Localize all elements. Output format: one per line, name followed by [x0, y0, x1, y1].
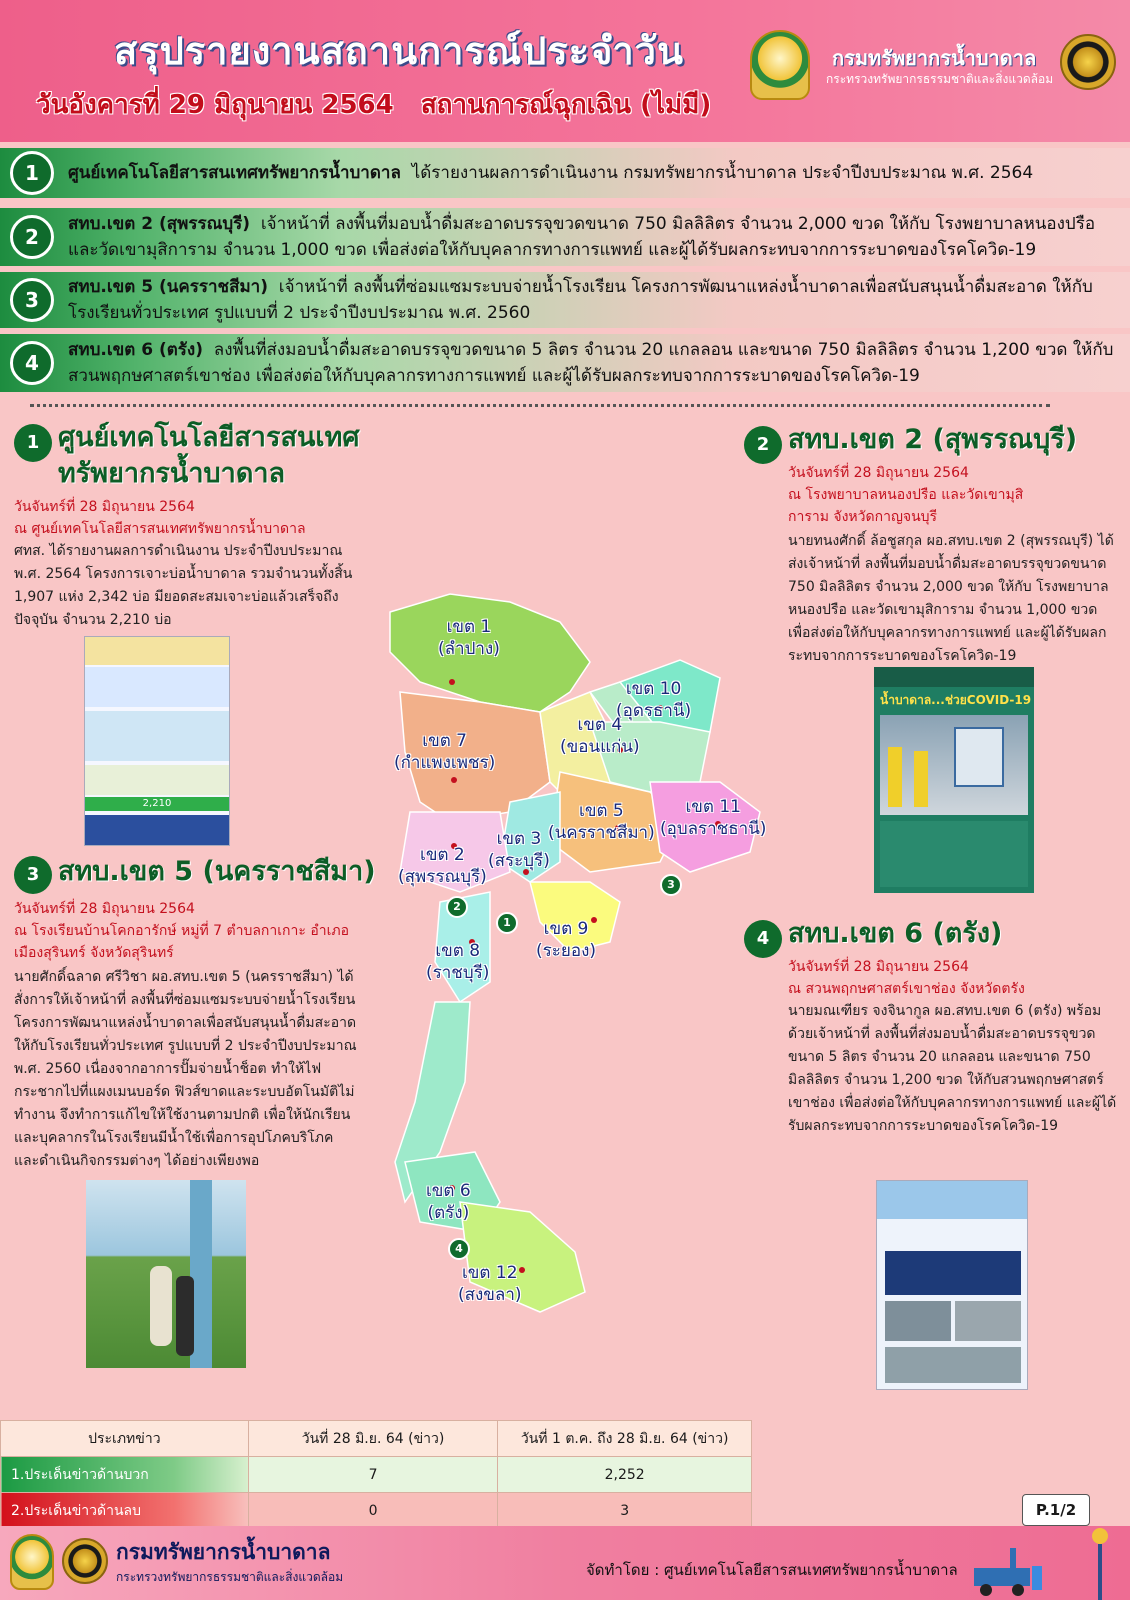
- section-1-title-line2: ทรัพยากรน้ำบาดาล: [58, 458, 286, 489]
- thailand-region-map: [360, 582, 780, 1342]
- section-4-date: วันจันทร์ที่ 28 มิถุนายน 2564: [788, 959, 969, 975]
- section-4-dateplace: [788, 956, 1118, 1000]
- summary-text: [68, 211, 1123, 263]
- map-marker-4: 4: [448, 1238, 470, 1260]
- section-2-place: ณ โรงพยาบาลหนองปรือ และวัดเขามุสิการาม จังหวัดกาญจนบุรี: [788, 487, 1024, 525]
- zone-label-3: เขต 3 (สระบุรี): [488, 829, 550, 871]
- col-header-total: วันที่ 1 ต.ค. ถึง 28 มิ.ย. 64 (ข่าว): [498, 1421, 752, 1457]
- map-marker-2: 2: [446, 896, 468, 918]
- section-2-body: นายทนงศักดิ์ ล้อชูสกุล ผอ.สทบ.เขต 2 (สุพรรณบุรี) ได้ส่งเจ้าหน้าที่ ลงพื้นที่มอบน้ำดื่มสะอาดบรรจุขวดขนาด 750 มิลลิลิตร จำนวน 2,000 ขวด ให้กับ โรงพยาบาลหนองปรือ และวัดเขามุสิการาม จำนวน 1,000 ขวด เพื่อส่งต่อให้กับบุคลากรทางการแพทย์ และผู้ได้รับผลกระทบจากการระบาดของโรคโควิด-19: [788, 533, 1114, 664]
- infographic-total: 2,210: [85, 797, 229, 811]
- department-emblem-icon: [750, 30, 810, 100]
- zone-label-7: เขต 7 (กำแพงเพชร): [394, 731, 496, 773]
- section-3-title: สทบ.เขต 5 (นครราชสีมา): [58, 856, 376, 887]
- section-4-body: นายมณเฑียร จงจินากูล ผอ.สทบ.เขต 6 (ตรัง) พร้อมด้วยเจ้าหน้าที่ ลงพื้นที่ส่งมอบน้ำดื่มสะอาดบรรจุขวดขนาด 5 ลิตร จำนวน 20 แกลลอน และขนาด 750 มิลลิลิตร จำนวน 1,200 ขวด ให้กับสวนพฤกษศาสตร์เขาช่อง เพื่อส่งต่อให้กับบุคลากรทางการแพทย์ และผู้ได้รับผลกระทบจากการระบาดของโรคโควิด-19: [788, 1003, 1117, 1134]
- row-value-total: 2,252: [498, 1457, 752, 1493]
- department-emblem-icon: [10, 1534, 54, 1590]
- section-4-place: ณ สวนพฤกษศาสตร์เขาช่อง จังหวัดตรัง: [788, 981, 1025, 997]
- col-header-day: วันที่ 28 มิ.ย. 64 (ข่าว): [248, 1421, 498, 1457]
- section-3-dateplace: [14, 898, 364, 964]
- section-4-poster-image: [876, 1180, 1028, 1390]
- emergency-status: สถานการณ์ฉุกเฉิน (ไม่มี): [420, 90, 712, 120]
- section-3-photo: [86, 1180, 246, 1368]
- zone-label-11: เขต 11 (อุบลราชธานี): [660, 797, 767, 839]
- section-4-badge: 4: [744, 920, 782, 958]
- summary-number-badge: 3: [10, 278, 54, 322]
- summary-detail: ได้รายงานผลการดำเนินงาน กรมทรัพยากรน้ำบาดาล ประจำปีงบประมาณ พ.ศ. 2564: [411, 163, 1034, 183]
- drilling-rig-icon: [970, 1546, 1050, 1596]
- section-3-date: วันจันทร์ที่ 28 มิถุนายน 2564: [14, 901, 195, 917]
- section-2-dateplace: [788, 462, 1034, 528]
- zone-label-2: เขต 2 (สุพรรณบุรี): [398, 845, 487, 887]
- row-label-positive: 1.ประเด็นข่าวด้านบวก: [1, 1457, 249, 1493]
- map-svg: [360, 582, 780, 1342]
- section-1-title-line1: ศูนย์เทคโนโลยีสารสนเทศ: [58, 422, 360, 453]
- summary-text: [68, 274, 1123, 326]
- header-banner: [0, 0, 1130, 142]
- summary-text: [68, 160, 1123, 186]
- summary-number-badge: 1: [10, 151, 54, 195]
- section-3-place: ณ โรงเรียนบ้านโคกอารักษ์ หมู่ที่ 7 ตำบลกาเกาะ อำเภอเมืองสุรินทร์ จังหวัดสุรินทร์: [14, 923, 350, 961]
- water-tower-icon: [1090, 1526, 1110, 1600]
- zone-label-9: เขต 9 (ระยอง): [536, 919, 596, 961]
- section-2-photo: [874, 667, 1034, 893]
- zone-label-6: เขต 6 (ตรัง): [426, 1181, 471, 1223]
- summary-org: ศูนย์เทคโนโลยีสารสนเทศทรัพยากรน้ำบาดาล: [68, 163, 401, 183]
- section-1-title: [58, 420, 360, 492]
- row-value-day: 0: [248, 1493, 498, 1529]
- footer-banner: [0, 1526, 1130, 1600]
- footer-department-name: กรมทรัพยากรน้ำบาดาล: [116, 1540, 331, 1564]
- news-stats-table: [0, 1420, 752, 1529]
- zone-label-12: เขต 12 (สงขลา): [458, 1263, 522, 1305]
- section-3-body: นายศักดิ์ฉลาด ศรีวิชา ผอ.สทบ.เขต 5 (นครราชสีมา) ได้สั่งการให้เจ้าหน้าที่ ลงพื้นที่ซ่อมแซมระบบจ่ายน้ำโรงเรียน โครงการพัฒนาแหล่งน้ำบาดาลเพื่อสนับสนุนน้ำดื่มสะอาดให้กับโรงเรียนทั่วประเทศ รูปแบบที่ 2 ประจำปีงบประมาณ พ.ศ. 2560 เนื่องจากอาการปั๊มจ่ายน้ำช็อต ทำให้ไฟกระชากไปที่แผงเมนบอร์ด ฟิวส์ขาดและระบบอัตโนมัติไม่ทำงาน จึงทำการแก้ไขให้ใช้งานตามปกติ เพื่อให้นักเรียนและบุคลากรในโรงเรียนมีน้ำใช้เพื่อการอุปโภคบริโภค และดำเนินกิจกรรมต่างๆ ได้อย่างเพียงพอ: [14, 969, 357, 1169]
- section-1-dateplace: [14, 496, 354, 540]
- summary-number-badge: 2: [10, 215, 54, 259]
- section-4-title: สทบ.เขต 6 (ตรัง): [788, 918, 1003, 949]
- zone-label-4: เขต 4 (ขอนแก่น): [560, 715, 640, 757]
- summary-number-badge: 4: [10, 341, 54, 385]
- page-title: สรุปรายงานสถานการณ์ประจำวัน: [114, 29, 684, 73]
- photo-caption: น้ำบาดาล...ช่วยCOVID-19: [880, 693, 1032, 707]
- zone-label-5: เขต 5 (นครราชสีมา): [548, 801, 655, 843]
- summary-row-1: [0, 148, 1130, 198]
- row-value-day: 7: [248, 1457, 498, 1493]
- map-marker-3: 3: [660, 874, 682, 896]
- ministry-emblem-icon: [62, 1538, 108, 1584]
- summary-detail: ลงพื้นที่ส่งมอบน้ำดื่มสะอาดบรรจุขวดขนาด 5 ลิตร จำนวน 20 แกลลอน และขนาด 750 มิลลิลิตร จำนวน 1,200 ขวด ให้กับ สวนพฤกษศาสตร์เขาช่อง เพื่อส่งต่อให้กับบุคลากรทางการแพทย์ และผู้ได้รับผลกระทบจากการระบาดของโรคโควิด-19: [68, 340, 1114, 386]
- footer-ministry-name: กระทรวงทรัพยากรธรรมชาติและสิ่งแวดล้อม: [116, 1570, 344, 1584]
- section-1-badge: 1: [14, 424, 52, 462]
- table-header-row: [1, 1421, 752, 1457]
- ministry-name: กระทรวงทรัพยากรธรรมชาติและสิ่งแวดล้อม: [826, 72, 1054, 86]
- summary-text: [68, 337, 1123, 389]
- footer-made-by: จัดทำโดย : ศูนย์เทคโนโลยีสารสนเทศทรัพยากรน้ำบาดาล: [586, 1561, 958, 1579]
- report-subtitle: [36, 84, 729, 125]
- summary-detail: เจ้าหน้าที่ ลงพื้นที่ซ่อมแซมระบบจ่ายน้ำโรงเรียน โครงการพัฒนาแหล่งน้ำบาดาลเพื่อสนับสนุนน้ำดื่มสะอาด ให้กับโรงเรียนทั่วประเทศ รูปแบบที่ 2 ประจำปีงบประมาณ พ.ศ. 2560: [68, 277, 1093, 323]
- row-value-total: 3: [498, 1493, 752, 1529]
- summary-org: สทบ.เขต 2 (สุพรรณบุรี): [68, 214, 251, 234]
- section-divider: [30, 404, 1050, 407]
- summary-row-2: [0, 208, 1130, 266]
- summary-org: สทบ.เขต 5 (นครราชสีมา): [68, 277, 268, 297]
- section-1-body: ศทส. ได้รายงานผลการดำเนินงาน ประจำปีงบประมาณ พ.ศ. 2564 โครงการเจาะบ่อน้ำบาดาล รวมจำนวนทั้งสิ้น 1,907 แห่ง 2,342 บ่อ มียอดสะสมเจาะบ่อแล้วเสร็จถึงปัจจุบัน จำนวน 2,210 บ่อ: [14, 543, 353, 628]
- summary-org: สทบ.เขต 6 (ตรัง): [68, 340, 203, 360]
- summary-row-3: [0, 272, 1130, 328]
- table-row: [1, 1493, 752, 1529]
- section-1-date: วันจันทร์ที่ 28 มิถุนายน 2564: [14, 499, 195, 515]
- map-marker-1: 1: [496, 912, 518, 934]
- summary-row-4: [0, 334, 1130, 392]
- section-1-infographic-image: [84, 636, 230, 846]
- page-number: P.1/2: [1022, 1494, 1090, 1526]
- section-3-badge: 3: [14, 856, 52, 894]
- section-2-badge: 2: [744, 426, 782, 464]
- section-2-title: สทบ.เขต 2 (สุพรรณบุรี): [788, 424, 1078, 455]
- zone-label-1: เขต 1 (ลำปาง): [438, 617, 500, 659]
- col-header-type: ประเภทข่าว: [1, 1421, 249, 1457]
- ministry-emblem-icon: [1060, 34, 1116, 90]
- table-row: [1, 1457, 752, 1493]
- section-1-place: ณ ศูนย์เทคโนโลยีสารสนเทศทรัพยากรน้ำบาดาล: [14, 521, 306, 537]
- zone-label-10: เขต 10 (อุดรธานี): [616, 679, 692, 721]
- report-date: วันอังคารที่ 29 มิถุนายน 2564: [36, 90, 394, 120]
- department-name: กรมทรัพยากรน้ำบาดาล: [832, 46, 1037, 70]
- summary-detail: เจ้าหน้าที่ ลงพื้นที่มอบน้ำดื่มสะอาดบรรจุขวดขนาด 750 มิลลิลิตร จำนวน 2,000 ขวด ให้กับ โรงพยาบาลหนองปรือ และวัดเขามุสิการาม จำนวน 1,000 ขวด เพื่อส่งต่อให้กับบุคลากรทางการแพทย์ และผู้ได้รับผลกระทบจากการระบาดของโรคโควิด-19: [68, 214, 1096, 260]
- section-2-date: วันจันทร์ที่ 28 มิถุนายน 2564: [788, 465, 969, 481]
- zone-label-8: เขต 8 (ราชบุรี): [426, 941, 490, 983]
- row-label-negative: 2.ประเด็นข่าวด้านลบ: [1, 1493, 249, 1529]
